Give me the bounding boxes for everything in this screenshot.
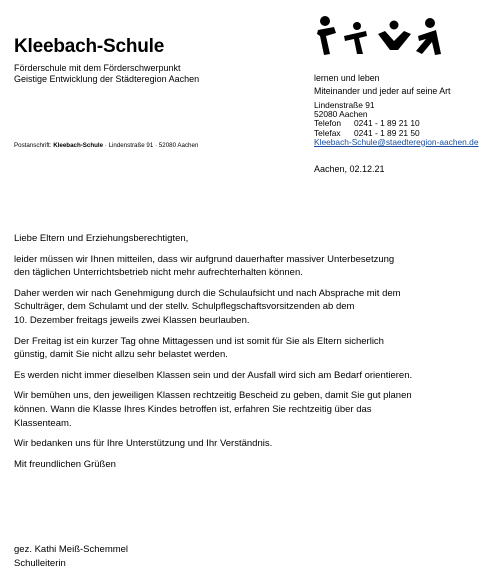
letter-date: Aachen, 02.12.21 — [314, 164, 385, 174]
figures-logo-icon — [314, 14, 444, 67]
motto-line2: Miteinander und jeder auf seine Art — [314, 86, 451, 96]
paragraph-line: Klassenteam. — [14, 417, 72, 429]
paragraph-line: Der Freitag ist ein kurzer Tag ohne Mittagessen und ist somit für Sie als Eltern sicherlich — [14, 335, 384, 347]
contact-street: Lindenstraße 91 — [314, 100, 375, 110]
signature-role: Schulleiterin — [14, 557, 66, 569]
paragraph-6 — [14, 437, 488, 451]
letter-body — [14, 232, 488, 471]
paragraph-line: leider müssen wir Ihnen mitteilen, dass wir aufgrund dauerhafter massiver Unterbesetzung — [14, 253, 395, 265]
paragraph-line: können. Wann die Klasse Ihres Kindes betroffen ist, erfahren Sie rechtzeitig über das — [14, 403, 372, 415]
school-name: Kleebach-Schule — [14, 36, 165, 57]
paragraph-line: günstig, damit Sie nicht allzu sehr belastet werden. — [14, 349, 228, 361]
postal-school-name: Kleebach-Schule — [53, 142, 104, 149]
paragraph-5 — [14, 389, 488, 430]
paragraph-line: Schulträger, dem Schulamt und der stellv. Schulpflegschaftsvorsitzenden ab dem — [14, 301, 355, 313]
paragraph-line: den täglichen Unterrichtsbetrieb nicht mehr aufrechterhalten können. — [14, 267, 303, 279]
school-subtitle-line2: Geistige Entwicklung der Städteregion Aachen — [14, 74, 200, 84]
paragraph-4 — [14, 369, 488, 383]
postal-prefix: Postanschrift: — [14, 142, 54, 149]
paragraph-line: 10. Dezember freitags jeweils zwei Klassen beurlauben. — [14, 314, 250, 326]
fax-label: Telefax — [314, 127, 341, 138]
postal-rest: · Lindenstraße 91 · 52080 Aachen — [103, 142, 199, 149]
email-link[interactable]: Kleebach-Schule@staedteregion-aachen.de — [314, 136, 479, 147]
fax-number: 0241 - 1 89 21 50 — [354, 127, 420, 138]
paragraph-line: Es werden nicht immer dieselben Klassen sein und der Ausfall wird sich am Bedarf orientieren. — [14, 369, 413, 381]
salutation: Liebe Eltern und Erziehungsberechtigten, — [14, 233, 189, 244]
paragraph-1 — [14, 253, 488, 280]
closing: Mit freundlichen Grüßen — [14, 458, 116, 470]
paragraph-3 — [14, 335, 488, 362]
contact-block — [314, 101, 478, 147]
phone-label: Telefon — [314, 118, 342, 129]
paragraph-line: Daher werden wir nach Genehmigung durch die Schulaufsicht und nach Absprache mit dem — [14, 287, 401, 299]
paragraph-line: Wir bemühen uns, den jeweiligen Klassen rechtzeitig Bescheid zu geben, damit Sie gut planen — [14, 390, 412, 402]
paragraph-line: Wir bedanken uns für Ihre Unterstützung und Ihr Verständnis. — [14, 438, 273, 450]
motto-line1: lernen und leben — [314, 73, 380, 83]
postal-address-line — [14, 142, 198, 149]
school-subtitle-line1: Förderschule mit dem Förderschwerpunkt — [14, 63, 181, 73]
contact-city: 52080 Aachen — [314, 109, 368, 120]
signature-name: gez. Kathi Meiß-Schemmel — [14, 544, 129, 555]
paragraph-2 — [14, 287, 488, 328]
phone-number: 0241 - 1 89 21 10 — [354, 118, 420, 129]
signature-block — [14, 543, 128, 570]
